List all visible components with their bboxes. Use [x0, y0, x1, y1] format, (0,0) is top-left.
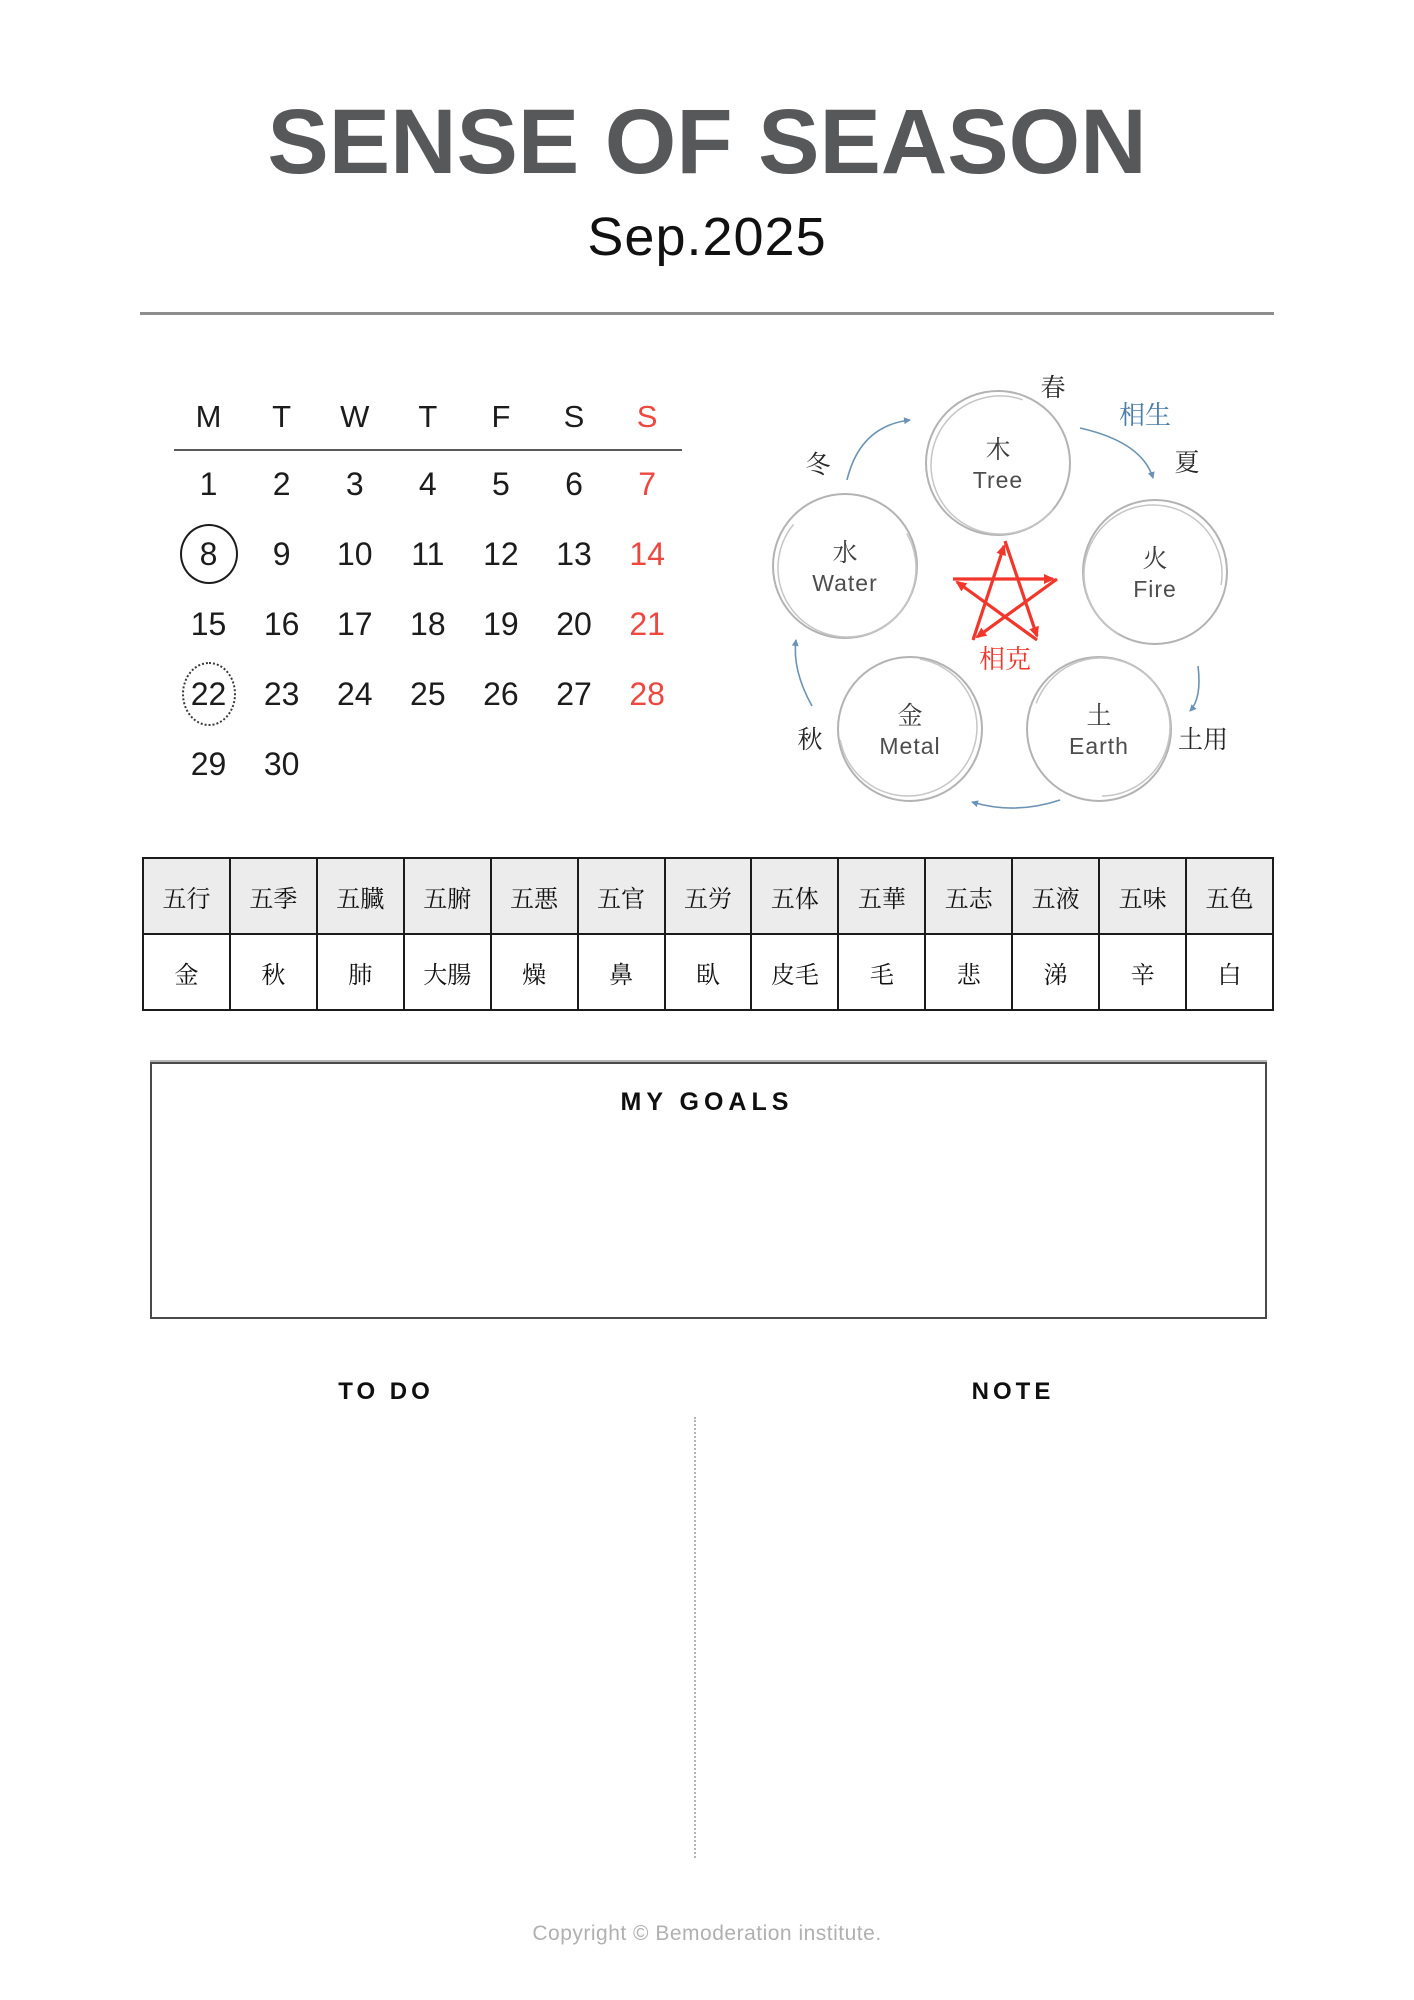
calendar-day: 22	[172, 659, 245, 729]
calendar-day: 23	[263, 675, 300, 712]
calendar-day: 17	[336, 605, 373, 642]
goals-title: MY GOALS	[620, 1088, 794, 1116]
table-header-cell: 五色	[1186, 858, 1273, 934]
calendar-day: 10	[336, 535, 373, 572]
calendar-day: 27	[556, 675, 592, 712]
calendar-day: 28	[629, 675, 665, 712]
table-header-cell: 五華	[838, 858, 925, 934]
page-subtitle: Sep.2025	[587, 207, 827, 267]
calendar-day: 19	[483, 605, 519, 642]
todo-title: TO DO	[338, 1378, 434, 1405]
calendar-day: 13	[556, 535, 592, 572]
calendar-day-empty	[391, 729, 464, 799]
season-label-spring: 春	[1040, 374, 1066, 402]
element-label-metal: Metal	[879, 733, 941, 759]
five-elements-table	[142, 857, 1274, 1011]
table-value-cell: 金	[143, 934, 230, 1010]
table-value-cell: 白	[1186, 934, 1273, 1010]
season-label-summer: 夏	[1174, 449, 1200, 477]
header-divider	[140, 312, 1274, 315]
element-label-water: Water	[812, 570, 878, 596]
table-header-cell: 五行	[143, 858, 230, 934]
calendar-day: 18	[410, 605, 446, 642]
calendar-day: 6	[565, 465, 583, 502]
season-label-winter: 冬	[805, 451, 831, 479]
ke-star-arrows	[953, 541, 1057, 640]
table-value-cell: 肺	[317, 934, 404, 1010]
element-circle-metal	[828, 647, 988, 807]
note-title: NOTE	[971, 1378, 1055, 1405]
table-value-cell: 悲	[925, 934, 1012, 1010]
calendar-day: 30	[263, 745, 300, 782]
calendar-day: 24	[336, 675, 373, 712]
element-circle-tree	[903, 368, 1097, 562]
calendar-day-empty	[537, 729, 610, 799]
calendar-day: 14	[629, 535, 665, 572]
season-label-doyo: 土用	[1177, 726, 1229, 754]
calendar-day-empty	[464, 729, 537, 799]
element-kanji-water: 水	[832, 539, 858, 567]
calendar-day: 25	[410, 675, 446, 712]
table-value-cell: 大腸	[404, 934, 491, 1010]
calendar-day-header: M	[195, 399, 222, 434]
calendar-day: 3	[345, 465, 364, 502]
calendar-day: 1	[199, 465, 218, 502]
calendar-day: 15	[190, 605, 227, 642]
table-header-cell: 五味	[1099, 858, 1186, 934]
calendar-header-underline	[174, 449, 682, 451]
table-value-cell: 涕	[1012, 934, 1099, 1010]
table-value-cell: 辛	[1099, 934, 1186, 1010]
table-value-cell: 毛	[838, 934, 925, 1010]
calendar-day: 5	[492, 465, 510, 502]
calendar-day: 4	[418, 465, 437, 502]
element-kanji-fire: 火	[1142, 545, 1168, 573]
element-label-earth: Earth	[1069, 733, 1129, 759]
page-title: SENSE OF SEASON	[267, 91, 1147, 193]
sheng-cycle-label: 相生	[1118, 400, 1172, 430]
calendar-day: 11	[411, 535, 445, 572]
table-header-cell: 五悪	[491, 858, 578, 934]
table-header-cell: 五労	[665, 858, 752, 934]
table-header-cell: 五腑	[404, 858, 491, 934]
element-kanji-metal: 金	[897, 702, 923, 730]
calendar-day: 29	[190, 745, 227, 782]
table-header-cell: 五体	[751, 858, 838, 934]
table-header-cell: 五志	[925, 858, 1012, 934]
table-header-cell: 五臓	[317, 858, 404, 934]
ke-cycle-label: 相克	[978, 644, 1032, 674]
calendar-day: 20	[556, 605, 592, 642]
calendar-day-header: F	[491, 399, 511, 434]
footer-copyright: Copyright © Bemoderation institute.	[532, 1922, 882, 1945]
calendar-day-header: T	[272, 399, 292, 434]
table-value-cell: 皮毛	[751, 934, 838, 1010]
calendar-day: 9	[272, 535, 291, 572]
calendar-day-empty	[611, 729, 684, 799]
table-value-cell: 臥	[665, 934, 752, 1010]
table-value-cell: 燥	[491, 934, 578, 1010]
table-header-cell: 五官	[578, 858, 665, 934]
table-value-cell: 鼻	[578, 934, 665, 1010]
element-kanji-tree: 木	[985, 436, 1011, 464]
element-circle-earth	[1013, 639, 1190, 816]
calendar-grid	[172, 385, 684, 799]
todo-note-divider	[694, 1417, 696, 1858]
element-label-fire: Fire	[1133, 576, 1177, 602]
calendar-day-header: S	[563, 399, 585, 434]
table-header-cell: 五季	[230, 858, 317, 934]
calendar-day-header: W	[340, 399, 370, 434]
calendar-day: 21	[629, 605, 665, 642]
calendar-day-empty	[318, 729, 391, 799]
element-circle-fire	[1059, 480, 1240, 669]
element-kanji-earth: 土	[1086, 702, 1112, 730]
calendar-day-header: S	[636, 399, 658, 434]
table-value-cell: 秋	[230, 934, 317, 1010]
calendar-day: 7	[638, 465, 656, 502]
calendar-day: 12	[483, 535, 519, 572]
calendar-day-header: T	[418, 399, 438, 434]
calendar-day: 16	[263, 605, 300, 642]
table-header-cell: 五液	[1012, 858, 1099, 934]
element-circle-water	[770, 474, 941, 663]
calendar-day: 26	[483, 675, 519, 712]
five-elements-diagram	[770, 368, 1240, 820]
calendar-day: 2	[272, 465, 291, 502]
calendar	[172, 385, 684, 799]
element-label-tree: Tree	[972, 467, 1024, 493]
season-label-autumn: 秋	[797, 726, 823, 754]
calendar-day: 8	[172, 519, 245, 589]
